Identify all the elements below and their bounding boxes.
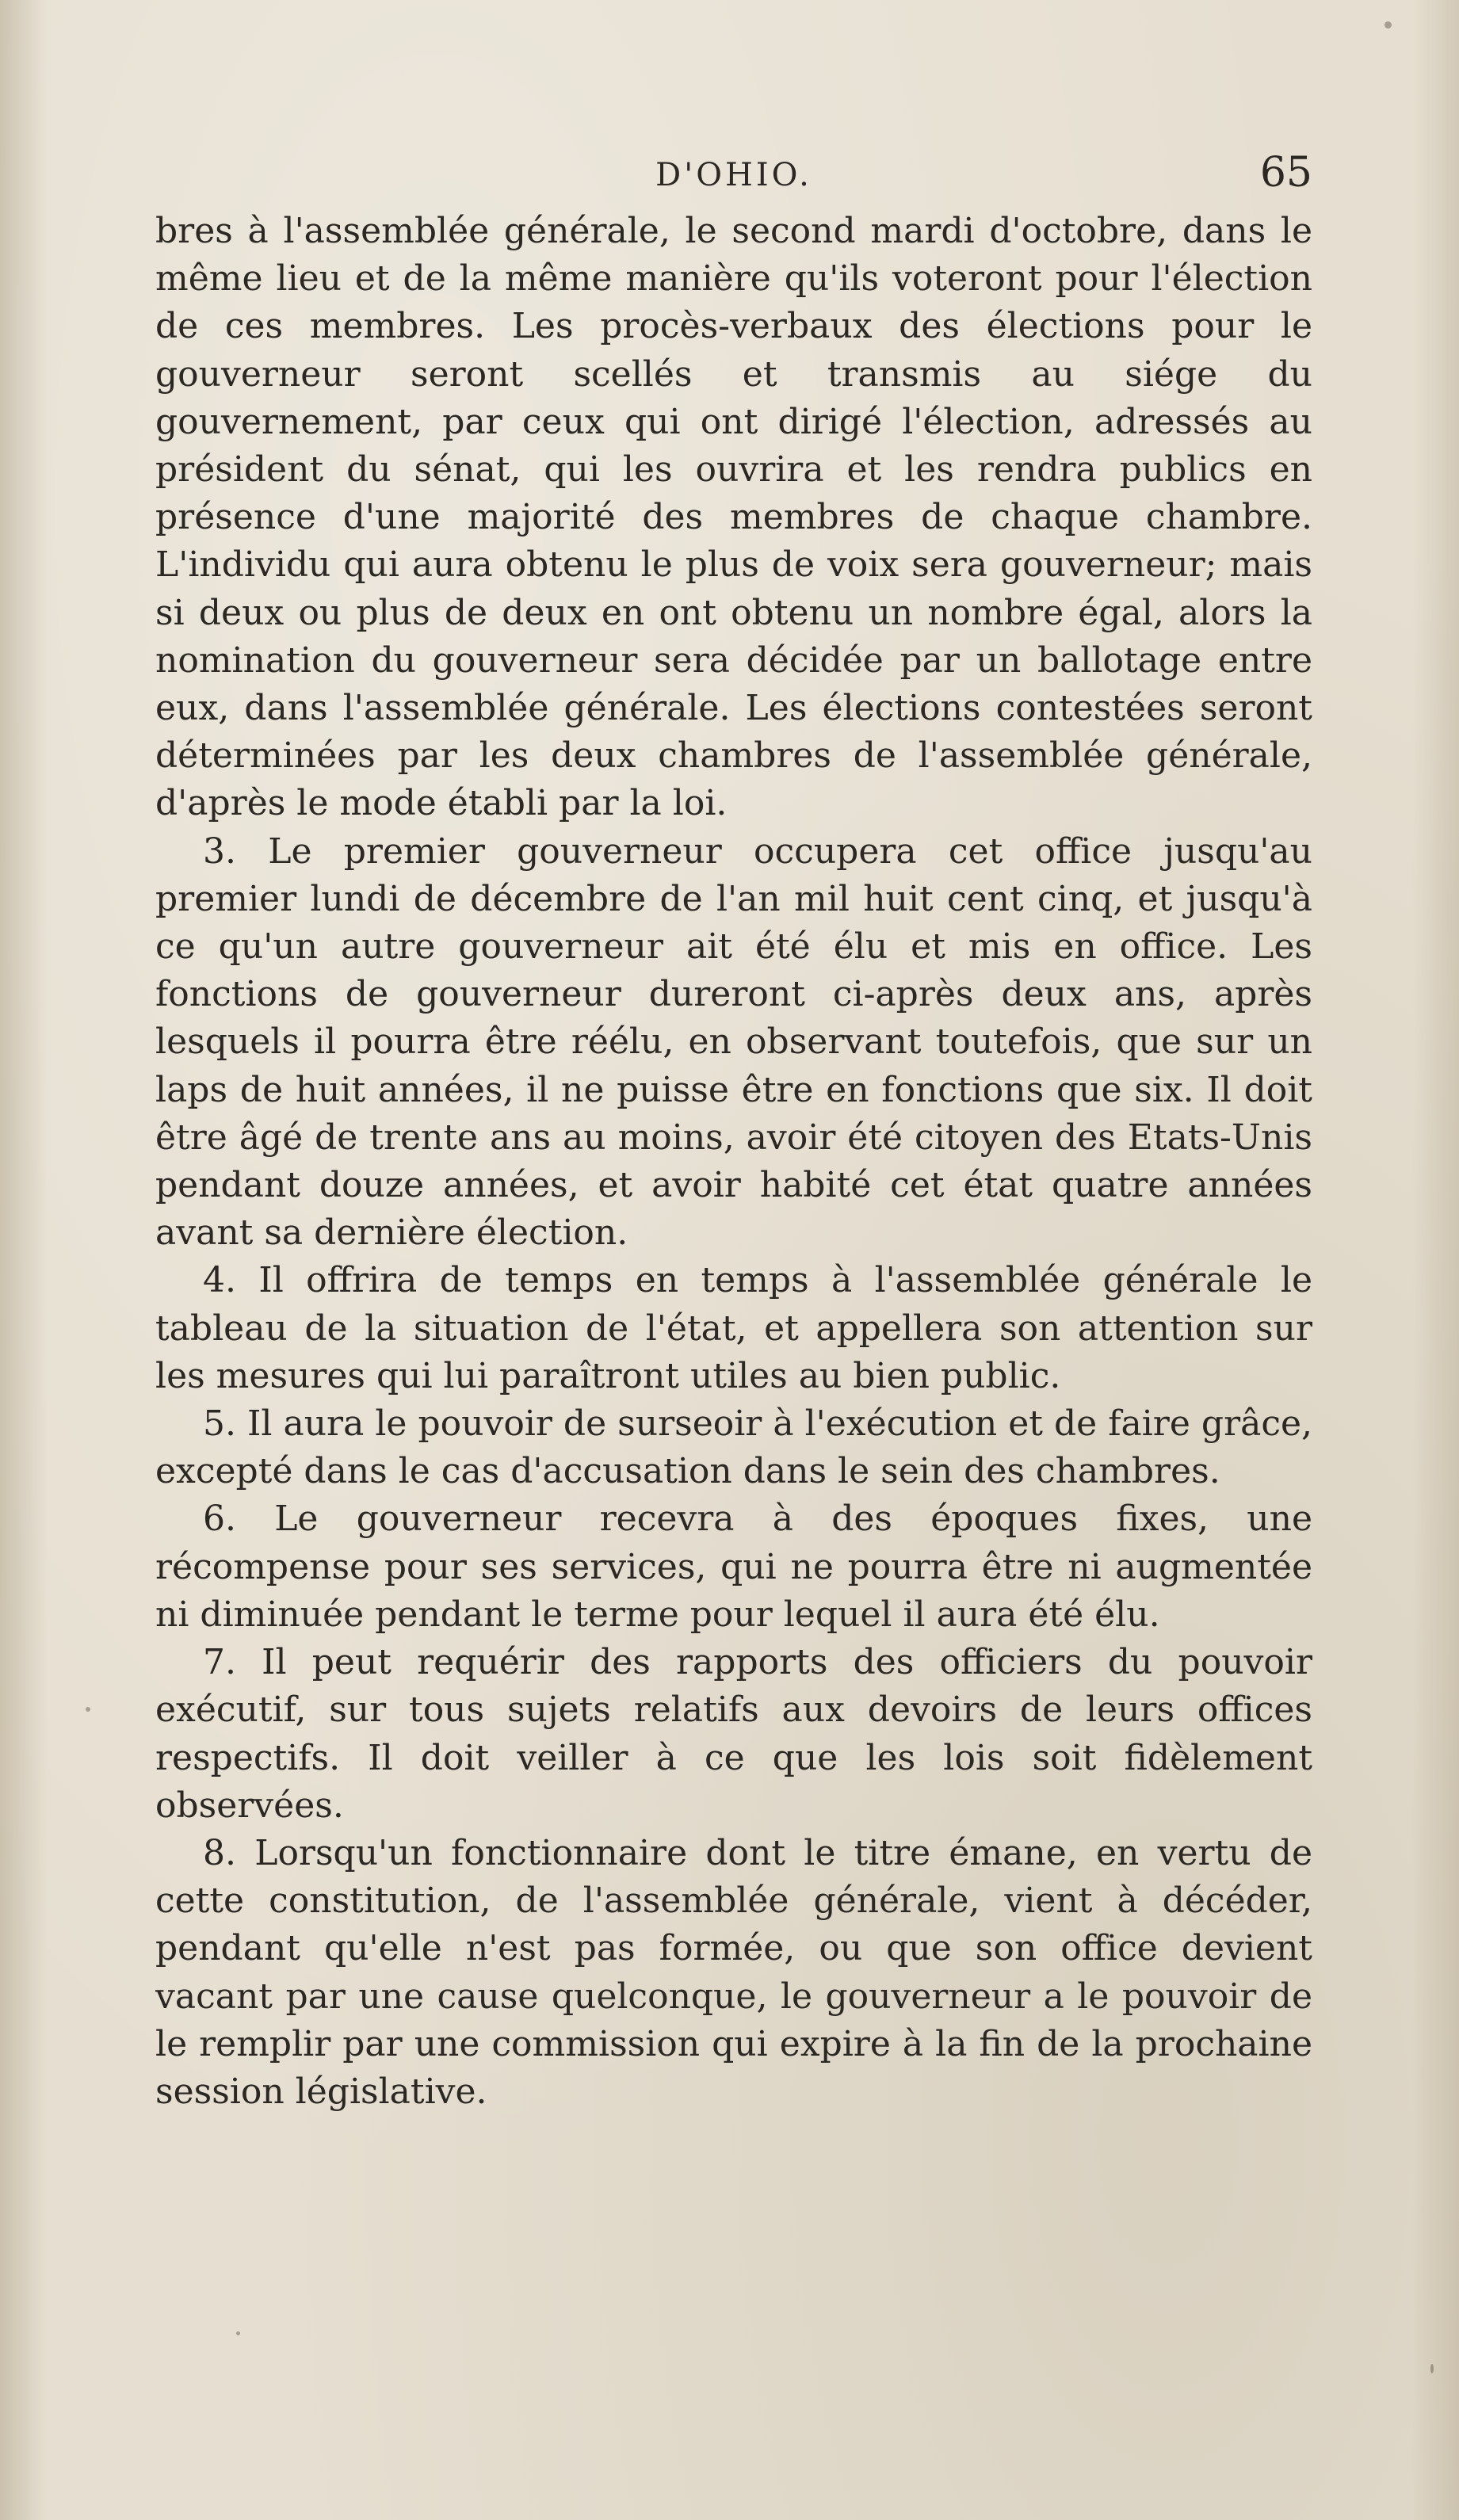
page-header <box>155 149 1312 204</box>
paragraph-article-6: 6. Le gouverneur recevra à des époques fixes, une récompense pour ses services, qui ne pourra être ni augmentée ni diminuée pendant le terme pour lequel il aura été élu. <box>155 1499 1312 1635</box>
body-text <box>155 208 1312 2205</box>
paper-speck <box>236 2331 240 2335</box>
page-edge-shadow-right <box>1411 0 1459 2520</box>
paper-speck <box>86 1707 90 1712</box>
paragraph-article-4: 4. Il offrira de temps en temps à l'assemblée générale le tableau de la situation de l'état, et appellera son attention sur les mesures qui lui paraîtront utiles au bien public. <box>155 1260 1312 1396</box>
page-edge-shadow-left <box>0 0 48 2520</box>
paragraph-article-7: 7. Il peut requérir des rapports des officiers du pouvoir exécutif, sur tous sujets relatifs aux devoirs de leurs offices respectifs. Il doit veiller à ce que les lois soit fidèlement observées. <box>155 1642 1312 1826</box>
running-head: D'OHIO. <box>655 157 812 193</box>
paper-speck <box>1430 2364 1434 2373</box>
paragraph-article-3: 3. Le premier gouverneur occupera cet office jusqu'au premier lundi de décembre de l'an mil huit cent cinq, et jusqu'à ce qu'un autre gouverneur ait été élu et mis en office. Les fonctions de gouverneur dureront ci-après deux ans, après lesquels il pourra être réélu, en observant toutefois, que sur un laps de huit années, il ne puisse être en fonctions que six. Il doit être âgé de trente ans au moins, avoir été citoyen des Etats-Unis pendant douze années, et avoir habité cet état quatre années avant sa dernière élection. <box>155 830 1312 1254</box>
page-number: 65 <box>1259 149 1312 197</box>
paper-speck <box>1385 21 1392 29</box>
paragraph-continuation: bres à l'assemblée générale, le second mardi d'octobre, dans le même lieu et de la même manière qu'ils voteront pour l'élection de ces membres. Les procès-verbaux des élections pour le gouverneur seront scellés et transmis au siége du gouvernement, par ceux qui ont dirigé l'élection, adressés au président du sénat, qui les ouvrira et les rendra publics en présence d'une majorité des membres de chaque chambre. L'individu qui aura obtenu le plus de voix sera gouverneur; mais si deux ou plus de deux en ont obtenu un nombre égal, alors la nomination du gouverneur sera décidée par un ballotage entre eux, dans l'assemblée générale. Les élections contestées seront déterminées par les deux chambres de l'assemblée générale, d'après le mode établi par la loi. <box>155 211 1312 824</box>
paragraph-article-8: 8. Lorsqu'un fonctionnaire dont le titre émane, en vertu de cette constitution, de l'assemblée générale, vient à décéder, pendant qu'elle n'est pas formée, ou que son office devient vacant par une cause quelconque, le gouverneur a le pouvoir de le remplir par une commission qui expire à la fin de la prochaine session législative. <box>155 1832 1312 2112</box>
paragraph-article-5: 5. Il aura le pouvoir de surseoir à l'exécution et de faire grâce, excepté dans le cas d'accusation dans le sein des chambres. <box>155 1403 1312 1492</box>
